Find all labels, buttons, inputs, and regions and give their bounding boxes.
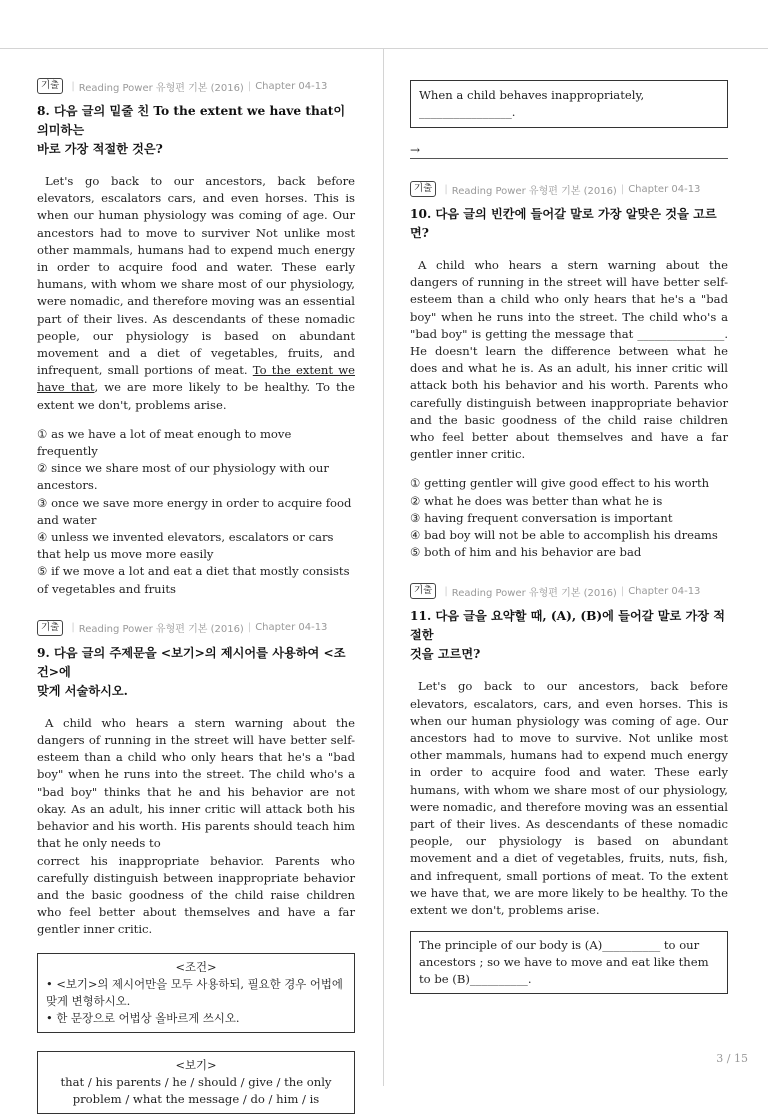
question-9-passage-text: A child who hears a stern warning about the dangers of running in the street will have better self-esteem than a child who only hears that he's a "bad boy" when he runs into the street. The child who's a "bad boy" thinks that he and his behavior are not okay. As an adult, his inner critic will attack both his behavior and his worth. His parents should teach him that he only needs to [37, 715, 355, 851]
option[interactable]: ⑤ if we move a lot and eat a diet that mostly consists of vegetables and fruits [37, 564, 350, 596]
question-9-title-line1: 9. 다음 글의 주제문을 <보기>의 제시어를 사용하여 <조건>에 [37, 645, 346, 679]
source-book: Reading Power 유형편 기본 (2016) [451, 185, 617, 197]
source-separator: | [247, 622, 252, 634]
question-8-options [37, 426, 355, 598]
column-divider [383, 49, 384, 1086]
option[interactable]: ① as we have a lot of meat enough to move frequently [37, 426, 292, 459]
answer-box[interactable] [410, 80, 728, 128]
option[interactable]: ④ unless we invented elevators, escalators or cars that help us move more easily [37, 530, 334, 562]
page-number: 3 / 15 [716, 1052, 748, 1065]
question-8-underlined-phrase: To the extent we have that [37, 363, 356, 395]
option[interactable]: ② since we share most of our physiology with our ancestors. [37, 461, 329, 493]
example-words: that / his parents / he / should / give / the only problem / what the message / do / him / is [60, 1074, 332, 1106]
option[interactable]: ① getting gentler will give good effect to his worth [410, 476, 710, 491]
summary-text: The principle of our body is (A)__________ to our ancestors ; so we have to move and eat like them to be (B)__________. [419, 938, 709, 987]
question-9-title-line2: 맞게 서술하시오. [37, 683, 128, 698]
answer-box-text: When a child behaves inappropriately, ________________. [419, 88, 645, 119]
source-separator: | [247, 80, 252, 92]
question-8-passage-end: , we are more likely to be healthy. To the extent we don't, problems arise. [37, 380, 355, 412]
option[interactable]: ③ once we save more energy in order to acquire food and water [37, 495, 352, 527]
source-separator: | [444, 183, 448, 195]
source-separator: | [620, 183, 625, 195]
source-chapter: Chapter 04-13 [628, 585, 701, 597]
question-11-title-line2: 것을 고르면? [410, 647, 481, 662]
option[interactable]: ⑤ both of him and his behavior are bad [410, 545, 642, 560]
conditions-title: <조건> [175, 959, 217, 974]
question-8-title-line2: 바로 가장 적절한 것은? [37, 142, 163, 156]
source-line [37, 78, 355, 94]
source-chapter: Chapter 04-13 [628, 183, 701, 195]
question-8-title [37, 102, 355, 159]
source-tag: 기출 [410, 583, 436, 599]
answer-line[interactable] [410, 144, 728, 159]
source-line [410, 583, 728, 599]
question-8-passage [37, 173, 355, 414]
option[interactable]: ② what he does was better than what he is [410, 493, 663, 508]
question-9-passage [37, 715, 355, 939]
source-tag: 기출 [37, 620, 63, 636]
source-separator: | [620, 585, 625, 597]
summary-box [410, 931, 728, 994]
source-tag: 기출 [410, 181, 436, 197]
source-tag: 기출 [37, 78, 63, 94]
source-separator: | [444, 585, 448, 597]
question-10-title: 10. 다음 글의 빈칸에 들어갈 말로 가장 알맞은 것을 고르면? [410, 207, 717, 240]
source-book: Reading Power 유형편 기본 (2016) [78, 82, 244, 94]
left-column [37, 78, 355, 1114]
source-separator: | [71, 80, 75, 92]
conditions-box [37, 953, 355, 1033]
source-chapter: Chapter 04-13 [255, 80, 328, 92]
source-line [37, 620, 355, 636]
question-11-passage-text: Let's go back to our ancestors, back before elevators, escalators, cars, and even horses. This is when our human physiology was coming of age. Our ancestors had to move to survive. Not unlike most other mammals, humans had to expend much energy in order to acquire food and water. These early humans, with whom we share most of our physiology, were nomadic, and therefore moving was an essential part of their lives. As descendants of these nomadic people, our physiology is based on abundant movement and a diet of vegetables, fruits, nuts, fish, and infrequent, small portions of meat. To the extent we have that, we are more likely to be healthy. To the extent we don't, problems arise. [410, 679, 728, 918]
source-separator: | [71, 622, 75, 634]
right-column [410, 80, 728, 994]
arrow-icon: → [410, 143, 421, 157]
source-book: Reading Power 유형편 기본 (2016) [78, 624, 244, 636]
question-11-passage [410, 678, 728, 919]
condition-item: • 한 문장으로 어법상 올바르게 쓰시오. [46, 1010, 240, 1025]
option[interactable]: ④ bad boy will not be able to accomplish his dreams [410, 528, 718, 543]
source-line [410, 181, 728, 197]
source-chapter: Chapter 04-13 [255, 622, 328, 634]
question-9-passage-text-2: correct his inappropriate behavior. Parents who carefully distinguish between inappropriate behavior and the basic goodness of the child raise children who feel better about themselves and have a far gentler inner critic. [37, 853, 355, 937]
question-10-options [410, 475, 728, 561]
option[interactable]: ③ having frequent conversation is important [410, 510, 673, 525]
header-rule [0, 48, 768, 49]
example-box [37, 1051, 355, 1114]
question-8-title-line1: 8. 다음 글의 밑줄 친 To the extent we have that이 의미하는 [37, 104, 346, 137]
source-book: Reading Power 유형편 기본 (2016) [451, 587, 617, 599]
question-11-title [410, 607, 728, 664]
question-8-passage-text: Let's go back to our ancestors, back before elevators, escalators cars, and even horses. This is when our human physiology was coming of age. Our ancestors had to move to surviver Not unlike most other mammals, humans had to expend much energy in order to acquire food and water. These early humans, with whom we share most of our physiology, were nomadic, and therefore moving was an essential part of their lives. As descendants of these nomadic people, our physiology is based on abundant movement and a diet of vegetables, fruits, and infrequent, small portions of meat. [37, 174, 355, 378]
question-9-title [37, 644, 355, 701]
condition-item: • <보기>의 제시어만을 모두 사용하되, 필요한 경우 어법에 맞게 변형하시오. [46, 976, 343, 1008]
question-10-passage [410, 257, 728, 463]
example-title: <보기> [175, 1057, 217, 1072]
question-11-title-line1: 11. 다음 글을 요약할 때, (A), (B)에 들어갈 말로 가장 적절한 [410, 609, 726, 643]
question-10-passage-text: A child who hears a stern warning about the dangers of running in the street will have better self-esteem than a child who only hears that he's a "bad boy" when he runs into the street. The child who's a "bad boy" is getting the message that _______________. He doesn't learn the difference between what he does and what he is. As an adult, his inner critic will attack both his behavior and his worth. Parents who carefully distinguish between inappropriate behavior and the basic goodness of the child raise children who feel better about themselves and have a far gentler inner critic. [410, 258, 728, 462]
